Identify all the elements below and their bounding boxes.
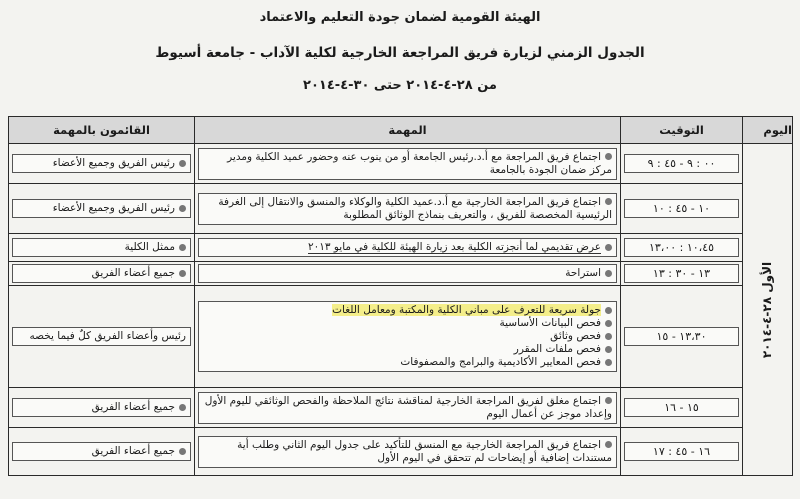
time-cell: ١٥ - ١٦ [624, 398, 739, 417]
bullet-icon [605, 270, 612, 277]
task-cell: اجتماع مغلق لفريق المراجعة الخارجية لمناقشة نتائج الملاحظة والفحص الوثائقي لليوم الأول وإعداد موجز عن أعمال اليوم [198, 392, 617, 424]
bullet-icon [605, 244, 612, 251]
task-cell: اجتماع فريق المراجعة الخارجية مع أ.د.عميد الكلية والوكلاء والمنسق والانتقال إلى الغرفة الرئيسية المخصصة للفريق ، والتعريف بنماذج الوثائق المطلوبة [198, 193, 617, 225]
subtask-item: فحص وثائق [550, 330, 601, 342]
subtask-item: فحص المعايير الأكاديمية والبرامج والمصفوفات [400, 356, 601, 368]
responsible-cell: جميع أعضاء الفريق [12, 442, 191, 461]
task-cell: استراحة [198, 264, 617, 283]
task-cell: اجتماع فريق المراجعة الخارجية مع المنسق للتأكيد على جدول اليوم الثاني وطلب أية مستندات إضافية أو إيضاحات لم تتحقق في اليوم الأول [198, 436, 617, 468]
responsible-cell: رئيس وأعضاء الفريق كلٌ فيما يخصه [12, 327, 191, 346]
column-header-task: المهمة [195, 117, 621, 144]
bullet-icon [605, 320, 612, 327]
date-range: من ٢٨-٤-٢٠١٤ حتى ٣٠-٤-٢٠١٤ [303, 78, 497, 93]
table-row [9, 184, 793, 234]
schedule-title: الجدول الزمني لزيارة فريق المراجعة الخارجية لكلية الآداب - جامعة أسيوط [155, 45, 645, 61]
bullet-icon [179, 244, 186, 251]
bullet-icon [179, 160, 186, 167]
table-row [9, 286, 793, 388]
day-cell [743, 144, 793, 476]
bullet-icon [605, 307, 612, 314]
table-row [9, 234, 793, 262]
time-cell: ١٣،٣٠ - ١٥ [624, 327, 739, 346]
bullet-icon [179, 205, 186, 212]
task-cell: عرض تقديمي لما أنجزته الكلية بعد زيارة الهيئة للكلية في مايو ٢٠١٣ [198, 238, 617, 257]
bullet-icon [179, 448, 186, 455]
time-cell: ١٠،٤٥ : ١٣،٠٠ [624, 238, 739, 257]
bullet-icon [605, 153, 612, 160]
responsible-cell: جميع أعضاء الفريق [12, 264, 191, 283]
bullet-icon [179, 404, 186, 411]
table-row [9, 144, 793, 184]
task-cell: اجتماع فريق المراجعة مع أ.د.رئيس الجامعة أو من ينوب عنه وحضور عميد الكلية ومدير مركز ضمان الجودة بالجامعة [198, 148, 617, 180]
bullet-icon [179, 270, 186, 277]
time-cell: ١٦ - ٤٥ : ١٧ [624, 442, 739, 461]
bullet-icon [605, 359, 612, 366]
day-label: الأول ٢٨-٤-٢٠١٤ [760, 261, 775, 358]
bullet-icon [605, 441, 612, 448]
column-header-responsible: القائمون بالمهمة [9, 117, 195, 144]
subtask-item: فحص ملفات المقرر [513, 343, 601, 355]
subtask-item: فحص البيانات الأساسية [499, 317, 601, 329]
responsible-cell: ممثل الكلية [12, 238, 191, 257]
time-cell: ١٣ - ٣٠ : ١٣ [624, 264, 739, 283]
column-header-day: اليوم [743, 117, 793, 144]
time-cell: ١٠ - ٤٥ : ١٠ [624, 199, 739, 218]
responsible-cell: رئيس الفريق وجميع الأعضاء [12, 154, 191, 173]
responsible-cell: رئيس الفريق وجميع الأعضاء [12, 199, 191, 218]
authority-title: الهيئة القومية لضمان جودة التعليم والاعتماد [259, 10, 541, 25]
time-cell: ٠٠ : ٩ - ٤٥ : ٩ [624, 154, 739, 173]
column-header-time: التوقيت [621, 117, 743, 144]
highlighted-task: جولة سريعة للتعرف على مباني الكلية والمكتبة ومعامل اللغات [332, 304, 601, 316]
bullet-icon [605, 198, 612, 205]
bullet-icon [605, 333, 612, 340]
table-row [9, 262, 793, 286]
responsible-cell: جميع أعضاء الفريق [12, 398, 191, 417]
bullet-icon [605, 397, 612, 404]
table-row [9, 428, 793, 476]
bullet-icon [605, 346, 612, 353]
schedule-table [8, 116, 793, 476]
header-row [9, 117, 793, 144]
task-cell [198, 301, 617, 372]
table-row [9, 388, 793, 428]
